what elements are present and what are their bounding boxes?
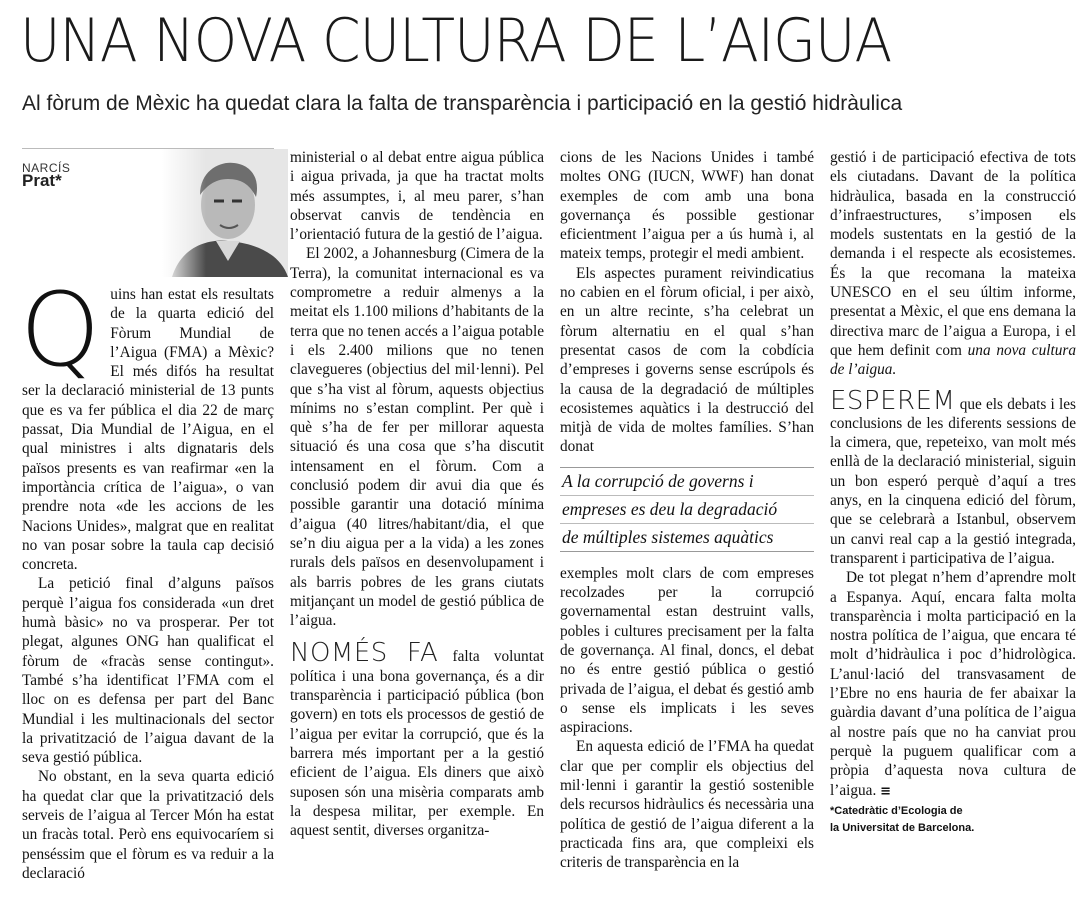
section-lead-in: NOMÉS FA [290, 638, 439, 669]
pull-quote-line: empreses es deu la degradació [560, 496, 814, 524]
column-4 [830, 148, 1076, 837]
body-paragraph: exemples molt clars de com empreses recolzades per la corrupció governamental estan destruint valls, pobles i cultures precisament per la falta de governança. Al final, doncs, el debat no és entre gestió pública o gestió privada de l’aigua, el debat és gestió amb o sense els implicats i les seves aspiracions. [560, 564, 814, 737]
author-footnote [830, 803, 1076, 837]
headline: UNA NOVA CULTURA DE L’AIGUA [20, 6, 892, 76]
body-paragraph: No obstant, en la seva quarta edició ha quedat clar que la privatització dels serveis de l’aigua al Tercer Món ha estat un fracàs total. Però ens equivocaríem si penséssim que el fòrum es va reduir a la declaració [22, 768, 274, 882]
body-paragraph [830, 568, 1076, 801]
body-paragraph: El 2002, a Johannesburg (Cimera de la Terra), la comunitat internacional es va comprometre a reduir almenys a la meitat els 1.100 milions d’habitants de la terra que no tenen accés a l’aigua potable i els 2.400 milions que no tenen clavegueres (objectius del mil·lenni). Pel que s’ha vist al fòrum, aquests objectius mínims no s’estan complint. Per què i què s’ha de fer per millorar aquesta situació és una cosa que s’ha discutit intensament en el fòrum. Com a conclusió podem dir avui dia que és possible garantir una dotació mínima d’aigua (40 litres/habitant/dia, el que se’n diu aigua per a la vida) a les zones rurals dels països en desenvolupament i als barris pobres de les grans ciutats mitjançant un model de gestió pública de l’aigua. [290, 245, 544, 630]
column-2 [290, 148, 544, 840]
column-3 [560, 148, 814, 873]
subheadline: Al fòrum de Mèxic ha quedat clara la falta de transparència i participació en la gestió hidràulica [22, 92, 903, 115]
body-paragraph: Els aspectes purament reivindicatius no cabien en el fòrum oficial, i per això, en un altre recinte, s’ha celebrat un fòrum alternatiu en el qual s’han presentat casos de com la cobdícia d’empreses i governs sense escrúpols és la causa de la degradació de múltiples ecosistemes aquàtics i la destrucció del mitjà de vida de moltes famílies. S’han donat [560, 264, 814, 456]
pull-quote-line: A la corrupció de governs i [560, 468, 814, 496]
pull-quote-line: de múltiples sistemes aquàtics [562, 526, 774, 547]
column-1 [22, 148, 274, 883]
footnote-line: *Catedràtic d’Ecologia de [830, 804, 963, 817]
body-paragraph: En aquesta edició de l’FMA ha quedat clar que per complir els objectius del mil·lenni i garantir la gestió sostenible dels recursos hidràulics és necessària una política de gestió de l’aigua diferent a la practicada fins ara, que compleixi els criteris de transparència en la [560, 738, 814, 872]
section-text: falta voluntat política i una bona governança, és a dir transparència i participació pública (bon govern) en tots els processos de gestió de l’aigua per evitar la corrupció, que és la barrera més important per a la gestió eficient de l’aigua. Els diners que això suposen són una misèria comparats amb la despesa militar, per exemple. En aquest sentit, diverses organitza- [290, 648, 544, 840]
closing-text: De tot plegat n’hem d’aprendre molt a Espanya. Aquí, encara falta molta transparència i molta participació en la nostra política de l’aigua, que encara té molt d’hidràulica i poc d’hidrològica. L’anul·lació del transvasament de l’Ebre no ens hauria de fer abaixar la guàrdia davant d’una política de l’aigua al nostre país que no ha canviat prou perquè la puguem qualificar com a pròpia d’aquesta nova cultura de l’aigua. [830, 569, 1076, 799]
footnote-line: la Universitat de Barcelona. [830, 821, 975, 834]
body-paragraph [20, 271, 274, 574]
body-paragraph: ministerial o al debat entre aigua pública i aigua privada, ja que ha tractat molts més assumptes, i, al meu parer, s’han observat canvis de tendència en l’orientació futura de la gestió de l’aigua. [290, 149, 544, 244]
body-paragraph: cions de les Nacions Unides i també moltes ONG (IUCN, WWF) han donat exemples de com amb una bona governança és possible gestionar eficientment l’aigua per a ús humà i, al mateix temps, protegir el medi ambient. [560, 149, 814, 263]
pull-quote [560, 467, 814, 552]
body-text: gestió i de participació efectiva de tots els ciutadans. Davant de la política hidràulica, basada en la construcció d’infraestructures, s’imposen els models sustentats en la gestió de la demanda i el respecte als ecosistemes. És la que recomana la mateixa UNESCO en el seu últim informe, presentat a Mèxic, el que ens demana la directiva marc de l’aigua a Europa, i el que hem definit com [830, 149, 1076, 359]
body-paragraph [830, 148, 1076, 380]
author-portrait-icon [162, 149, 288, 277]
drop-cap: Q [20, 271, 101, 390]
body-paragraph [830, 385, 1076, 569]
body-paragraph: La petició final d’alguns països perquè l’aigua fos considerada «un dret humà bàsic» no va prosperar. Per tot plegat, algunes ONG han qualificat el fòrum de «fracàs sense contingut». També s’ha identificat l’FMA com el lloc on es defensa per part del Banc Mundial i les multinacionals del sector la privatització de l’aigua davant de la seva gestió pública. [22, 575, 274, 767]
byline [22, 148, 274, 285]
author-last-name: Prat* [22, 171, 62, 190]
end-of-article-icon: ≡ [880, 783, 892, 799]
lead-text: uins han estat els resultats de la quarta edició del Fòrum Mundial de l’Aigua (FMA) a Mèxic? El més difós ha resultat ser la declaració ministerial de 13 punts que es va fer pública el dia 22 de març passat, Dia Mundial de l’Aigua, en el qual ministres i alts dignataris dels països presents es van reafirmar «en la importància crítica de l’aigua», o van prendre nota «de les accions de les Nacions Unides», malgrat que en realitat no van posar sobre la taula cap decisió concreta. [22, 286, 274, 574]
author-first-name: NARCÍS [22, 161, 71, 175]
body-paragraph [290, 638, 544, 840]
italic-phrase: una nova cultura de l’aigua. [830, 341, 1076, 379]
section-text: que els debats i les conclusions de les diferents sessions de la cimera, que, repeteixo, van molt més enllà de la declaració ministerial, siguin un bon esperó perquè d’aquí a tres anys, en la cinquena edició del fòrum, que se celebrarà a Istanbul, observem un canvi real cap a la gestió integrada, transparent i participativa de l’aigua. [830, 395, 1076, 567]
section-lead-in: ESPEREM [830, 385, 956, 416]
